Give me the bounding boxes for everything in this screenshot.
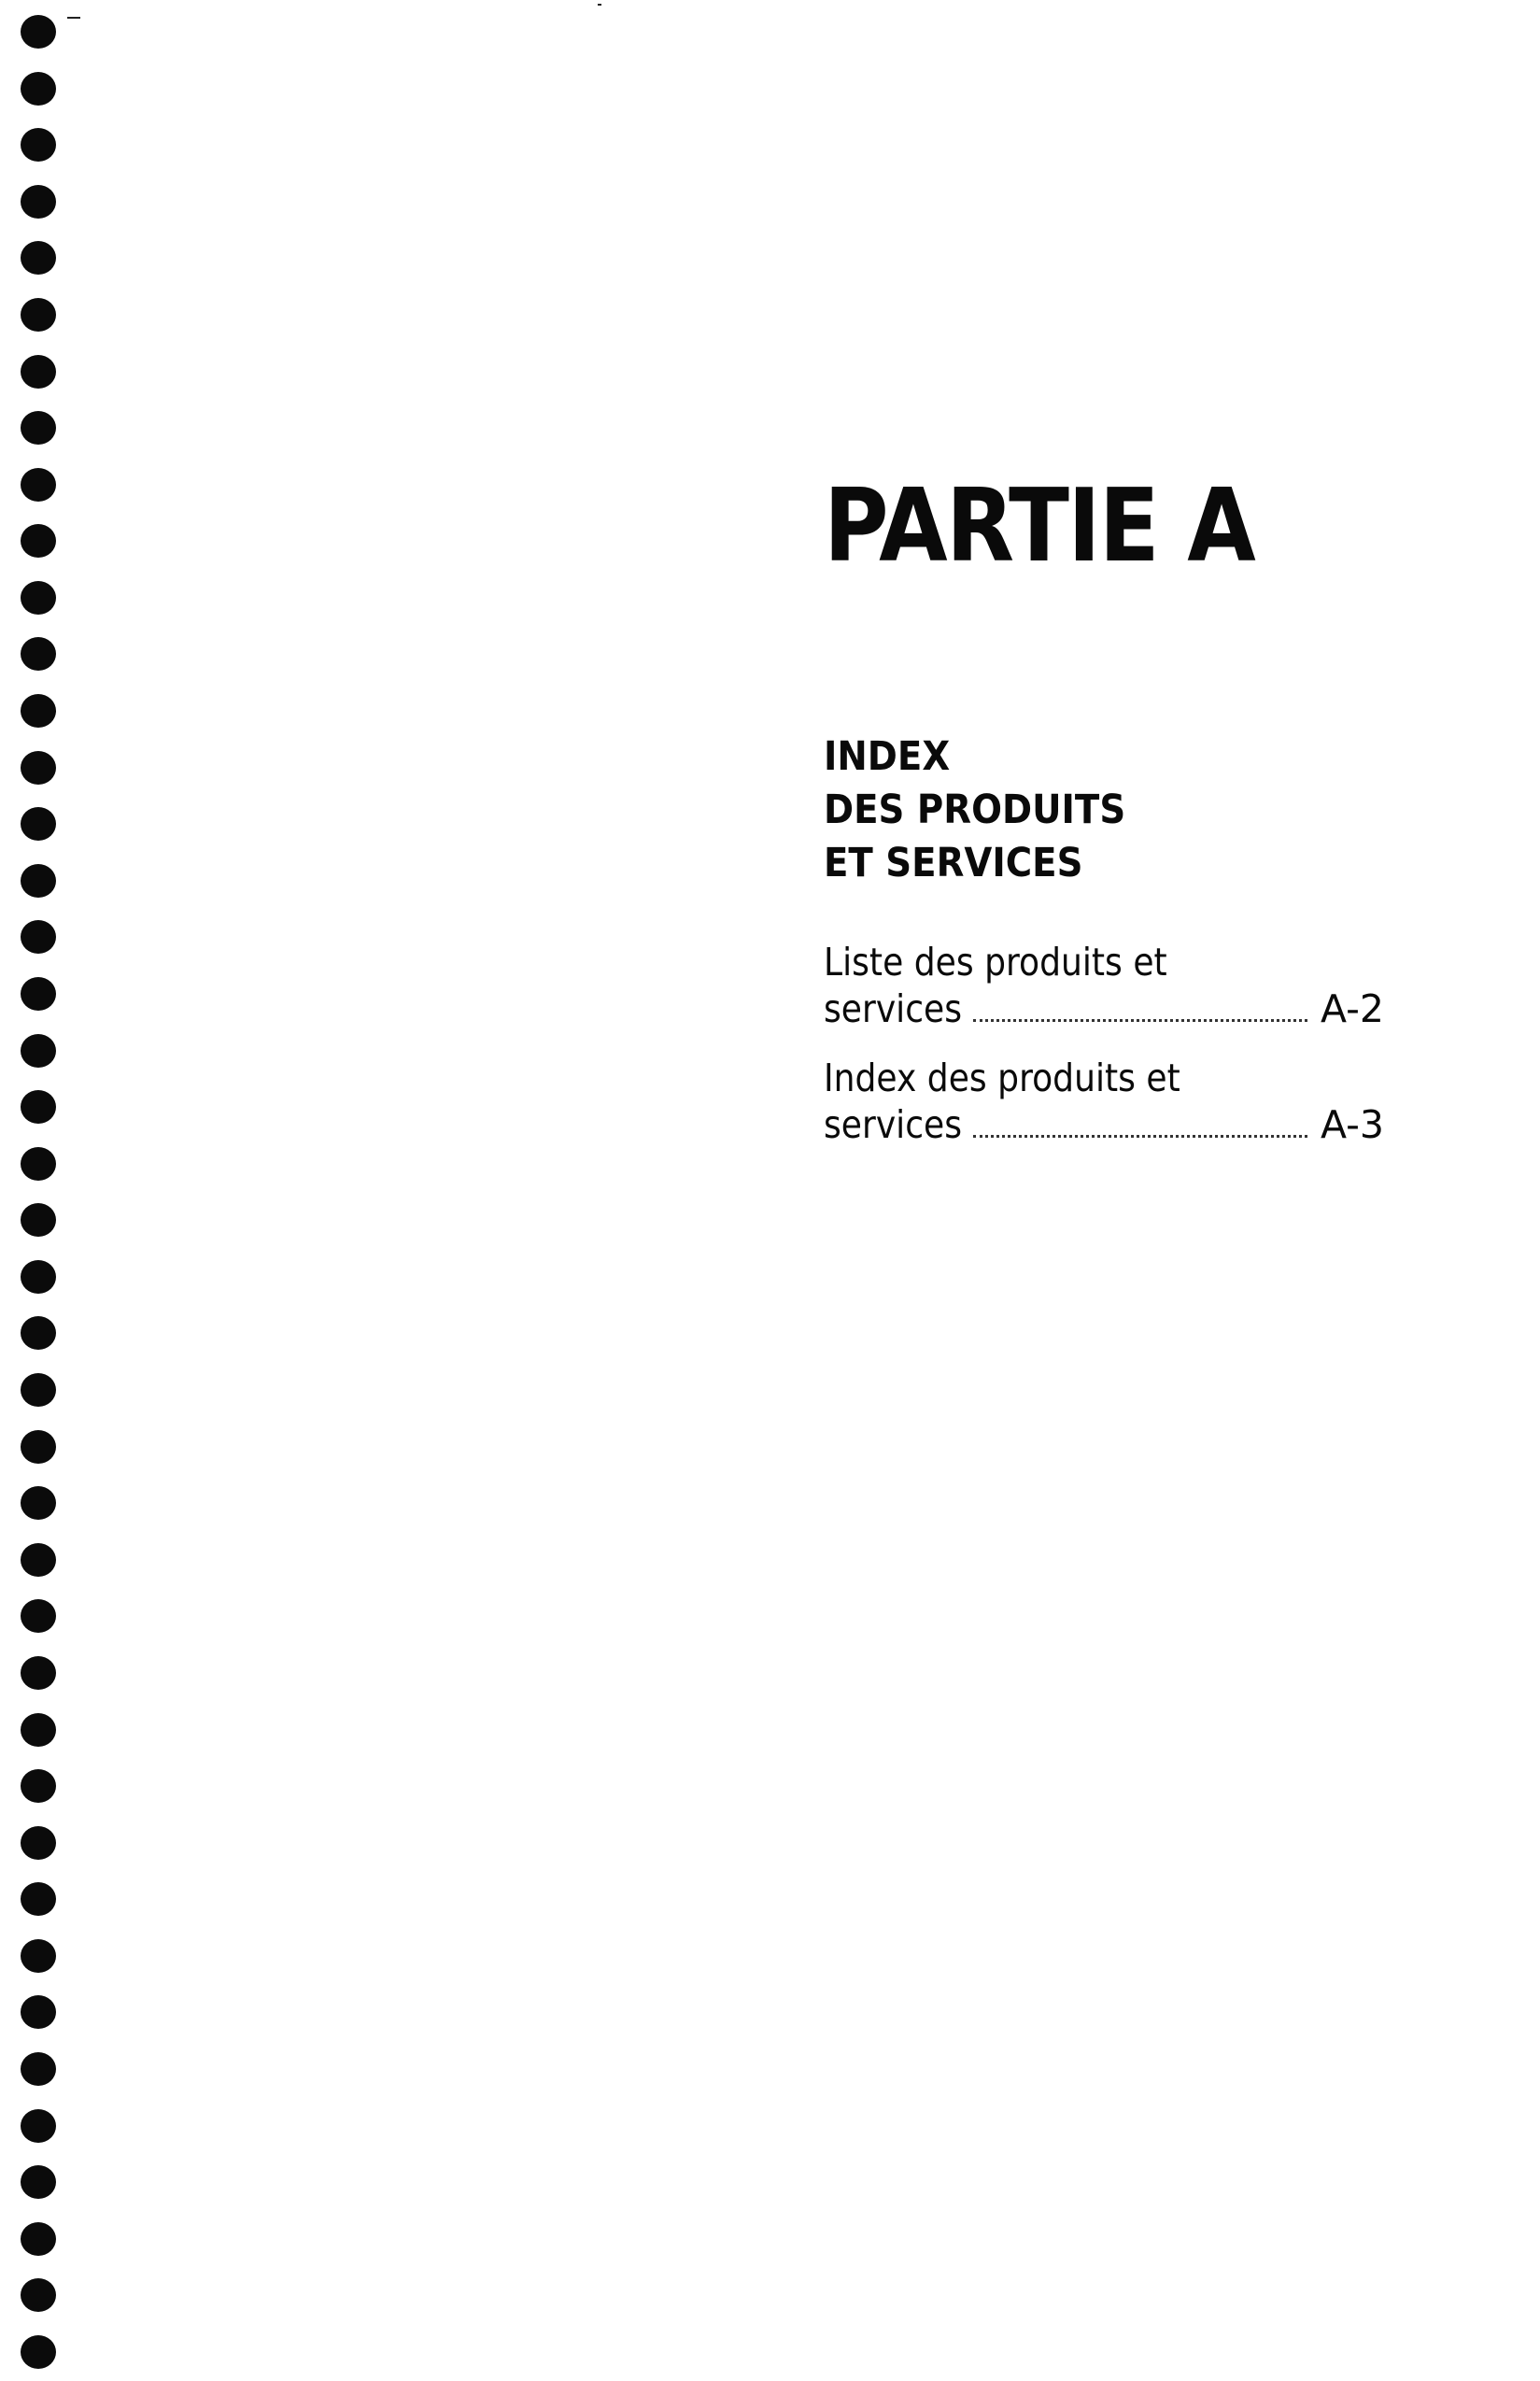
- binding-hole: [21, 1882, 56, 1916]
- section-heading-line: INDEX: [824, 733, 951, 780]
- binding-hole: [21, 1826, 56, 1860]
- binding-hole: [21, 2052, 56, 2086]
- binding-hole: [21, 864, 56, 898]
- section-heading: [824, 730, 1125, 890]
- binding-hole: [21, 1995, 56, 2029]
- dot-leader: [973, 1018, 1307, 1022]
- binding-hole: [21, 1373, 56, 1407]
- binding-hole: [21, 1713, 56, 1747]
- binding-hole: [21, 807, 56, 841]
- toc-entry-title: Index des produits et: [824, 1056, 1180, 1100]
- spiral-binding: [15, 0, 64, 2381]
- toc-entry[interactable]: [824, 939, 1384, 1032]
- binding-hole: [21, 637, 56, 671]
- binding-hole: [21, 1147, 56, 1181]
- binding-hole: [21, 185, 56, 219]
- binding-hole: [21, 2109, 56, 2143]
- binding-hole: [21, 694, 56, 728]
- table-of-contents: [824, 939, 1384, 1170]
- binding-hole: [21, 1939, 56, 1973]
- binding-hole: [21, 1599, 56, 1633]
- binding-hole: [21, 355, 56, 389]
- toc-entry-title: Liste des produits et: [824, 940, 1167, 985]
- binding-hole: [21, 1543, 56, 1577]
- binding-hole: [21, 2335, 56, 2369]
- binding-hole: [21, 72, 56, 106]
- section-heading-line: ET SERVICES: [824, 840, 1083, 886]
- title-page-content: [824, 468, 1421, 1147]
- binding-hole: [21, 15, 56, 49]
- binding-hole: [21, 524, 56, 558]
- binding-hole: [21, 1090, 56, 1124]
- binding-hole: [21, 468, 56, 502]
- toc-page-number: A-3: [1320, 1102, 1384, 1147]
- binding-hole: [21, 1260, 56, 1294]
- binding-hole: [21, 241, 56, 275]
- binding-hole: [21, 1656, 56, 1690]
- binding-hole: [21, 977, 56, 1011]
- binding-hole: [21, 1430, 56, 1464]
- toc-entry-row: [824, 985, 1384, 1032]
- toc-page-number: A-2: [1320, 986, 1384, 1031]
- toc-entry-title-continued: services: [824, 986, 963, 1031]
- binding-hole: [21, 2165, 56, 2199]
- binding-hole: [21, 2222, 56, 2256]
- binding-hole: [21, 1769, 56, 1803]
- toc-entry[interactable]: [824, 1055, 1384, 1148]
- binding-hole: [21, 1316, 56, 1350]
- binding-hole: [21, 581, 56, 615]
- binding-hole: [21, 1486, 56, 1520]
- binding-hole: [21, 1034, 56, 1068]
- scan-artifact: [67, 17, 80, 19]
- dot-leader: [973, 1134, 1307, 1138]
- binding-hole: [21, 298, 56, 332]
- binding-hole: [21, 1203, 56, 1237]
- binding-hole: [21, 751, 56, 785]
- binding-hole: [21, 411, 56, 445]
- binding-hole: [21, 128, 56, 162]
- section-heading-line: DES PRODUITS: [824, 787, 1126, 833]
- part-title: PARTIE A: [824, 468, 1255, 585]
- toc-entry-row: [824, 1101, 1384, 1148]
- toc-entry-title-continued: services: [824, 1102, 963, 1147]
- binding-hole: [21, 920, 56, 954]
- binding-hole: [21, 2278, 56, 2312]
- scan-artifact: [598, 4, 601, 6]
